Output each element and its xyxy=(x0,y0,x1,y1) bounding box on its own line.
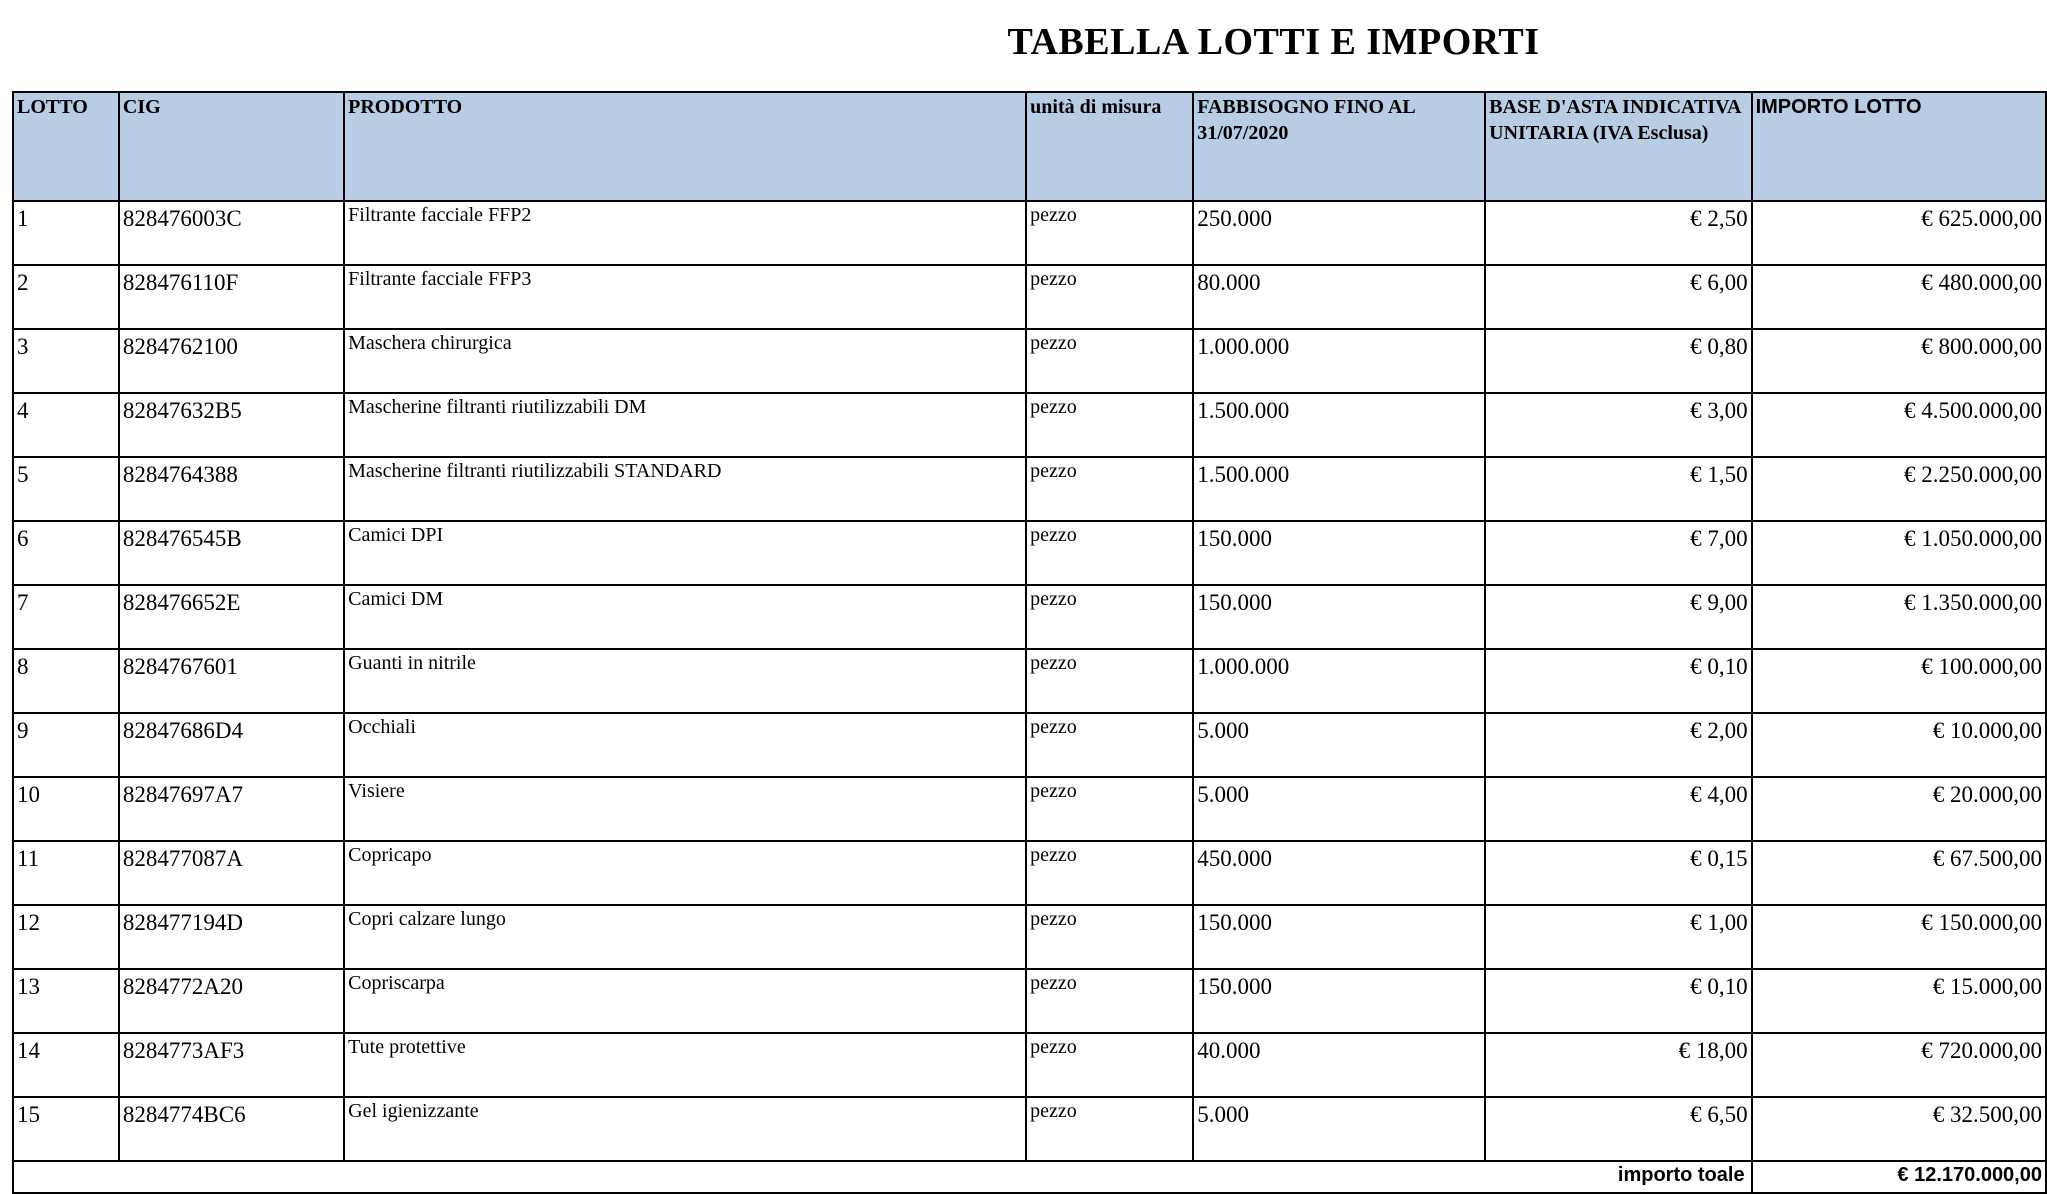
cell-importo[interactable]: € 32.500,00 xyxy=(1752,1097,2046,1161)
cell-lotto[interactable]: 15 xyxy=(13,1097,119,1161)
cell-fabbisogno[interactable]: 5.000 xyxy=(1193,1097,1485,1161)
cell-fabbisogno[interactable]: 150.000 xyxy=(1193,905,1485,969)
cell-prodotto[interactable]: Guanti in nitrile xyxy=(344,649,1026,713)
cell-fabbisogno[interactable]: 1.500.000 xyxy=(1193,457,1485,521)
cell-lotto[interactable]: 10 xyxy=(13,777,119,841)
cell-fabbisogno[interactable]: 5.000 xyxy=(1193,777,1485,841)
total-label[interactable]: importo toale xyxy=(13,1161,1752,1193)
cell-fabbisogno[interactable]: 150.000 xyxy=(1193,585,1485,649)
table-row xyxy=(13,841,2046,905)
cell-unita[interactable]: pezzo xyxy=(1026,393,1193,457)
cell-unita[interactable]: pezzo xyxy=(1026,201,1193,265)
table-row xyxy=(13,969,2046,1033)
cell-lotto[interactable]: 2 xyxy=(13,265,119,329)
cell-prodotto[interactable]: Camici DM xyxy=(344,585,1026,649)
cell-base-asta[interactable]: € 9,00 xyxy=(1485,585,1751,649)
table-row xyxy=(13,1033,2046,1097)
cell-unita[interactable]: pezzo xyxy=(1026,1097,1193,1161)
header-base-asta[interactable]: BASE D'ASTA INDICATIVA UNITARIA (IVA Esclusa) xyxy=(1485,92,1751,201)
cell-lotto[interactable]: 3 xyxy=(13,329,119,393)
cell-base-asta[interactable]: € 18,00 xyxy=(1485,1033,1751,1097)
cell-fabbisogno[interactable]: 80.000 xyxy=(1193,265,1485,329)
cell-importo[interactable]: € 4.500.000,00 xyxy=(1752,393,2046,457)
cell-importo[interactable]: € 67.500,00 xyxy=(1752,841,2046,905)
cell-cig[interactable]: 8284764388 xyxy=(119,457,344,521)
table-row xyxy=(13,1097,2046,1161)
cell-cig[interactable]: 828477087A xyxy=(119,841,344,905)
table-row xyxy=(13,457,2046,521)
cell-fabbisogno[interactable]: 250.000 xyxy=(1193,201,1485,265)
cell-prodotto[interactable]: Visiere xyxy=(344,777,1026,841)
cell-base-asta[interactable]: € 0,10 xyxy=(1485,969,1751,1033)
table-row xyxy=(13,905,2046,969)
cell-base-asta[interactable]: € 6,50 xyxy=(1485,1097,1751,1161)
cell-prodotto[interactable]: Copricapo xyxy=(344,841,1026,905)
cell-lotto[interactable]: 6 xyxy=(13,521,119,585)
cell-prodotto[interactable]: Gel igienizzante xyxy=(344,1097,1026,1161)
cell-prodotto[interactable]: Filtrante facciale FFP2 xyxy=(344,201,1026,265)
cell-unita[interactable]: pezzo xyxy=(1026,265,1193,329)
lotti-table xyxy=(12,91,2047,1194)
cell-prodotto[interactable]: Tute protettive xyxy=(344,1033,1026,1097)
cell-base-asta[interactable]: € 3,00 xyxy=(1485,393,1751,457)
cell-base-asta[interactable]: € 1,00 xyxy=(1485,905,1751,969)
total-value[interactable]: € 12.170.000,00 xyxy=(1752,1161,2046,1193)
table-row xyxy=(13,201,2046,265)
cell-cig[interactable]: 828476110F xyxy=(119,265,344,329)
cell-importo[interactable]: € 625.000,00 xyxy=(1752,201,2046,265)
cell-lotto[interactable]: 5 xyxy=(13,457,119,521)
cell-importo[interactable]: € 15.000,00 xyxy=(1752,969,2046,1033)
cell-unita[interactable]: pezzo xyxy=(1026,841,1193,905)
header-fabbisogno[interactable]: FABBISOGNO FINO AL 31/07/2020 xyxy=(1193,92,1485,201)
cell-cig[interactable]: 8284767601 xyxy=(119,649,344,713)
cell-base-asta[interactable]: € 2,00 xyxy=(1485,713,1751,777)
cell-unita[interactable]: pezzo xyxy=(1026,585,1193,649)
cell-base-asta[interactable]: € 7,00 xyxy=(1485,521,1751,585)
header-importo-lotto[interactable]: IMPORTO LOTTO xyxy=(1752,92,2046,201)
cell-base-asta[interactable]: € 0,10 xyxy=(1485,649,1751,713)
cell-fabbisogno[interactable]: 150.000 xyxy=(1193,969,1485,1033)
cell-fabbisogno[interactable]: 5.000 xyxy=(1193,713,1485,777)
cell-lotto[interactable]: 8 xyxy=(13,649,119,713)
cell-prodotto[interactable]: Occhiali xyxy=(344,713,1026,777)
cell-fabbisogno[interactable]: 40.000 xyxy=(1193,1033,1485,1097)
cell-cig[interactable]: 82847632B5 xyxy=(119,393,344,457)
cell-cig[interactable]: 828477194D xyxy=(119,905,344,969)
cell-importo[interactable]: € 10.000,00 xyxy=(1752,713,2046,777)
header-lotto[interactable]: LOTTO xyxy=(13,92,119,201)
cell-prodotto[interactable]: Mascherine filtranti riutilizzabili DM xyxy=(344,393,1026,457)
cell-unita[interactable]: pezzo xyxy=(1026,521,1193,585)
cell-lotto[interactable]: 1 xyxy=(13,201,119,265)
cell-cig[interactable]: 8284774BC6 xyxy=(119,1097,344,1161)
total-row xyxy=(13,1161,2046,1193)
cell-prodotto[interactable]: Copriscarpa xyxy=(344,969,1026,1033)
cell-unita[interactable]: pezzo xyxy=(1026,329,1193,393)
cell-base-asta[interactable]: € 1,50 xyxy=(1485,457,1751,521)
table-row xyxy=(13,585,2046,649)
cell-unita[interactable]: pezzo xyxy=(1026,713,1193,777)
cell-fabbisogno[interactable]: 1.500.000 xyxy=(1193,393,1485,457)
cell-prodotto[interactable]: Copri calzare lungo xyxy=(344,905,1026,969)
cell-cig[interactable]: 8284773AF3 xyxy=(119,1033,344,1097)
cell-importo[interactable]: € 2.250.000,00 xyxy=(1752,457,2046,521)
header-prodotto[interactable]: PRODOTTO xyxy=(344,92,1026,201)
cell-lotto[interactable]: 12 xyxy=(13,905,119,969)
cell-cig[interactable]: 8284762100 xyxy=(119,329,344,393)
cell-prodotto[interactable]: Mascherine filtranti riutilizzabili STANDARD xyxy=(344,457,1026,521)
cell-fabbisogno[interactable]: 450.000 xyxy=(1193,841,1485,905)
table-row xyxy=(13,777,2046,841)
table-row xyxy=(13,521,2046,585)
cell-lotto[interactable]: 11 xyxy=(13,841,119,905)
cell-cig[interactable]: 828476545B xyxy=(119,521,344,585)
page-title: TABELLA LOTTI E IMPORTI xyxy=(1007,21,1540,63)
cell-base-asta[interactable]: € 6,00 xyxy=(1485,265,1751,329)
cell-prodotto[interactable]: Filtrante facciale FFP3 xyxy=(344,265,1026,329)
cell-unita[interactable]: pezzo xyxy=(1026,457,1193,521)
cell-cig[interactable]: 828476652E xyxy=(119,585,344,649)
cell-lotto[interactable]: 7 xyxy=(13,585,119,649)
cell-unita[interactable]: pezzo xyxy=(1026,649,1193,713)
cell-importo[interactable]: € 480.000,00 xyxy=(1752,265,2046,329)
cell-cig[interactable]: 82847686D4 xyxy=(119,713,344,777)
cell-cig[interactable]: 82847697A7 xyxy=(119,777,344,841)
cell-base-asta[interactable]: € 0,15 xyxy=(1485,841,1751,905)
cell-unita[interactable]: pezzo xyxy=(1026,1033,1193,1097)
cell-importo[interactable]: € 1.050.000,00 xyxy=(1752,521,2046,585)
cell-unita[interactable]: pezzo xyxy=(1026,905,1193,969)
cell-lotto[interactable]: 13 xyxy=(13,969,119,1033)
cell-lotto[interactable]: 9 xyxy=(13,713,119,777)
table-row xyxy=(13,713,2046,777)
cell-cig[interactable]: 8284772A20 xyxy=(119,969,344,1033)
cell-base-asta[interactable]: € 0,80 xyxy=(1485,329,1751,393)
cell-lotto[interactable]: 4 xyxy=(13,393,119,457)
header-unita-di-misura[interactable]: unità di misura xyxy=(1026,92,1193,201)
header-cig[interactable]: CIG xyxy=(119,92,344,201)
cell-base-asta[interactable]: € 2,50 xyxy=(1485,201,1751,265)
cell-fabbisogno[interactable]: 1.000.000 xyxy=(1193,649,1485,713)
table-row xyxy=(13,329,2046,393)
table-row xyxy=(13,649,2046,713)
header-row xyxy=(13,92,2046,201)
cell-importo[interactable]: € 20.000,00 xyxy=(1752,777,2046,841)
cell-cig[interactable]: 828476003C xyxy=(119,201,344,265)
table-row xyxy=(13,265,2046,329)
cell-unita[interactable]: pezzo xyxy=(1026,969,1193,1033)
cell-prodotto[interactable]: Maschera chirurgica xyxy=(344,329,1026,393)
cell-importo[interactable]: € 100.000,00 xyxy=(1752,649,2046,713)
cell-importo[interactable]: € 150.000,00 xyxy=(1752,905,2046,969)
cell-importo[interactable]: € 800.000,00 xyxy=(1752,329,2046,393)
cell-importo[interactable]: € 720.000,00 xyxy=(1752,1033,2046,1097)
cell-prodotto[interactable]: Camici DPI xyxy=(344,521,1026,585)
cell-unita[interactable]: pezzo xyxy=(1026,777,1193,841)
table-row xyxy=(13,393,2046,457)
cell-fabbisogno[interactable]: 1.000.000 xyxy=(1193,329,1485,393)
cell-fabbisogno[interactable]: 150.000 xyxy=(1193,521,1485,585)
cell-lotto[interactable]: 14 xyxy=(13,1033,119,1097)
cell-base-asta[interactable]: € 4,00 xyxy=(1485,777,1751,841)
cell-importo[interactable]: € 1.350.000,00 xyxy=(1752,585,2046,649)
